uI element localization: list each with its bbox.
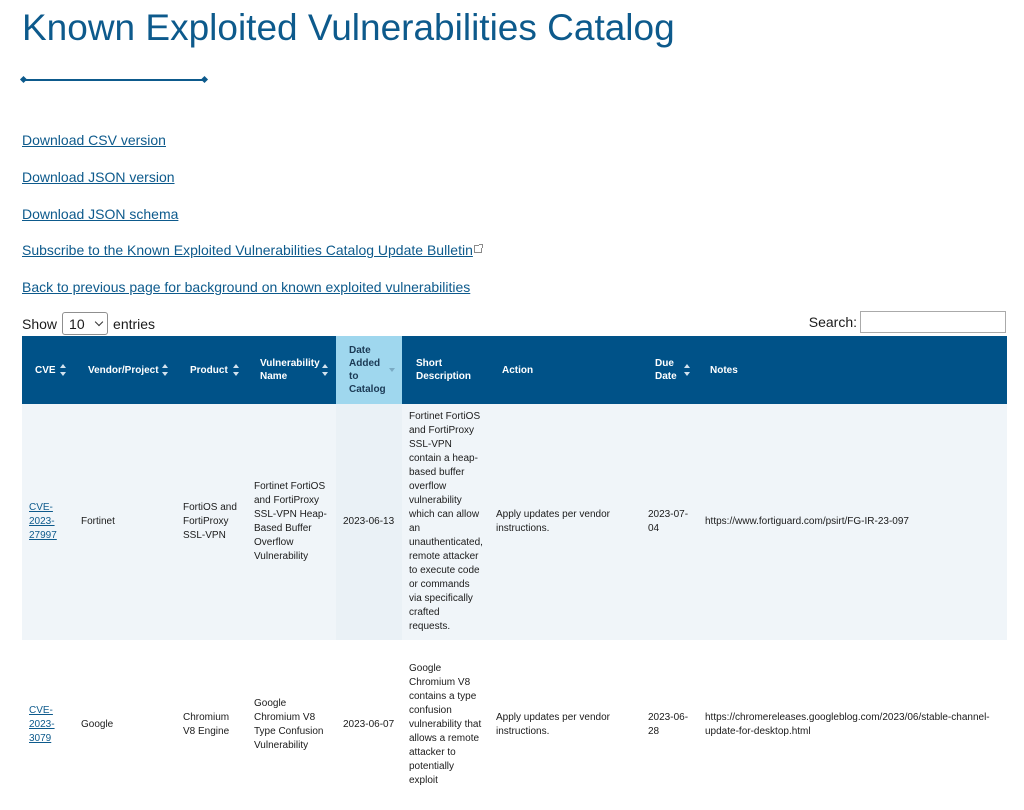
sort-descending-icon bbox=[389, 368, 395, 372]
entries-label: entries bbox=[113, 315, 156, 332]
vulnerability-name-cell: Google Chromium V8 Type Confusion Vulnerability bbox=[247, 640, 336, 810]
sort-icon bbox=[233, 364, 240, 376]
column-header-date-added[interactable] bbox=[336, 336, 402, 404]
download-json-link[interactable] bbox=[22, 167, 482, 187]
date-added-cell: 2023-06-13 bbox=[336, 404, 402, 640]
column-header-label: Vendor/Project bbox=[88, 364, 159, 376]
download-csv-link[interactable] bbox=[22, 130, 482, 150]
download-links bbox=[22, 130, 482, 314]
column-header-short-description[interactable] bbox=[402, 336, 489, 404]
sort-icon bbox=[684, 364, 691, 376]
chevron-down-icon bbox=[95, 318, 103, 326]
vulnerability-name-cell: Fortinet FortiOS and FortiProxy SSL-VPN Heap-Based Buffer Overflow Vulnerability bbox=[247, 404, 336, 640]
link-label: Subscribe to the Known Exploited Vulnerabilities Catalog Update Bulletin bbox=[22, 242, 473, 259]
product-cell: Chromium V8 Engine bbox=[176, 640, 247, 810]
entries-length-control bbox=[22, 312, 155, 335]
product-cell: FortiOS and FortiProxy SSL-VPN bbox=[176, 404, 247, 640]
table-row bbox=[22, 404, 1007, 640]
vulnerabilities-table bbox=[22, 336, 1007, 810]
download-json-schema-link[interactable] bbox=[22, 204, 482, 224]
link-label: Back to previous page for background on known exploited vulnerabilities bbox=[22, 279, 471, 296]
action-cell: Apply updates per vendor instructions. bbox=[489, 640, 641, 810]
column-header-label: Action bbox=[502, 364, 534, 376]
cve-link[interactable]: CVE-2023-27997 bbox=[29, 502, 57, 541]
sort-icon bbox=[60, 364, 67, 376]
column-header-cve[interactable] bbox=[22, 336, 74, 404]
external-link-icon bbox=[474, 245, 482, 253]
table-body bbox=[22, 404, 1007, 810]
short-description-cell: Google Chromium V8 contains a type confusion vulnerability that allows a remote attacker to potentially exploit bbox=[402, 640, 489, 810]
date-added-cell: 2023-06-07 bbox=[336, 640, 402, 810]
search-input[interactable] bbox=[860, 311, 1006, 333]
column-header-due-date[interactable] bbox=[641, 336, 698, 404]
subscribe-bulletin-link[interactable] bbox=[22, 240, 482, 260]
show-label: Show bbox=[22, 315, 58, 332]
column-header-label: Vulnerability Name bbox=[260, 358, 320, 382]
column-header-label: Product bbox=[190, 364, 228, 376]
short-description-cell: Fortinet FortiOS and FortiProxy SSL-VPN contain a heap-based buffer overflow vulnerability which can allow an unauthenticated, remote attacker to execute code or commands via specifically crafted requests. bbox=[402, 404, 489, 640]
column-header-notes[interactable] bbox=[698, 336, 1007, 404]
page-title: Known Exploited Vulnerabilities Catalog bbox=[22, 7, 675, 48]
column-header-label: CVE bbox=[35, 364, 56, 376]
column-header-vulnerability-name[interactable] bbox=[247, 336, 336, 404]
column-header-label: Date Added to Catalog bbox=[349, 345, 386, 395]
sort-icon bbox=[322, 364, 329, 376]
cve-cell bbox=[22, 404, 74, 640]
table-row bbox=[22, 640, 1007, 810]
table-header bbox=[22, 336, 1007, 404]
action-cell: Apply updates per vendor instructions. bbox=[489, 404, 641, 640]
link-label: Download JSON schema bbox=[22, 205, 179, 222]
column-header-action[interactable] bbox=[489, 336, 641, 404]
cve-cell bbox=[22, 640, 74, 810]
title-divider bbox=[22, 79, 206, 81]
vendor-cell: Google bbox=[74, 640, 176, 810]
entries-select-value: 10 bbox=[69, 315, 85, 332]
column-header-vendor[interactable] bbox=[74, 336, 176, 404]
column-header-label: Short Description bbox=[416, 358, 472, 382]
notes-cell: https://www.fortiguard.com/psirt/FG-IR-23-097 bbox=[698, 404, 1007, 640]
due-date-cell: 2023-06-28 bbox=[641, 640, 698, 810]
due-date-cell: 2023-07-04 bbox=[641, 404, 698, 640]
vendor-cell: Fortinet bbox=[74, 404, 176, 640]
link-label: Download CSV version bbox=[22, 132, 166, 148]
link-label: Download JSON version bbox=[22, 168, 175, 185]
back-to-previous-link[interactable] bbox=[22, 277, 482, 297]
notes-cell: https://chromereleases.googleblog.com/2023/06/stable-channel-update-for-desktop.html bbox=[698, 640, 1007, 810]
cve-link[interactable]: CVE-2023-3079 bbox=[29, 705, 55, 744]
search-label: Search: bbox=[808, 314, 857, 330]
column-header-label: Notes bbox=[710, 364, 738, 376]
divider-diamond-right bbox=[201, 76, 208, 83]
divider-diamond-left bbox=[20, 76, 27, 83]
table-search bbox=[809, 311, 1006, 333]
column-header-product[interactable] bbox=[176, 336, 247, 404]
sort-icon bbox=[162, 364, 169, 376]
column-header-label: Due Date bbox=[655, 358, 677, 382]
entries-select[interactable] bbox=[62, 312, 108, 335]
